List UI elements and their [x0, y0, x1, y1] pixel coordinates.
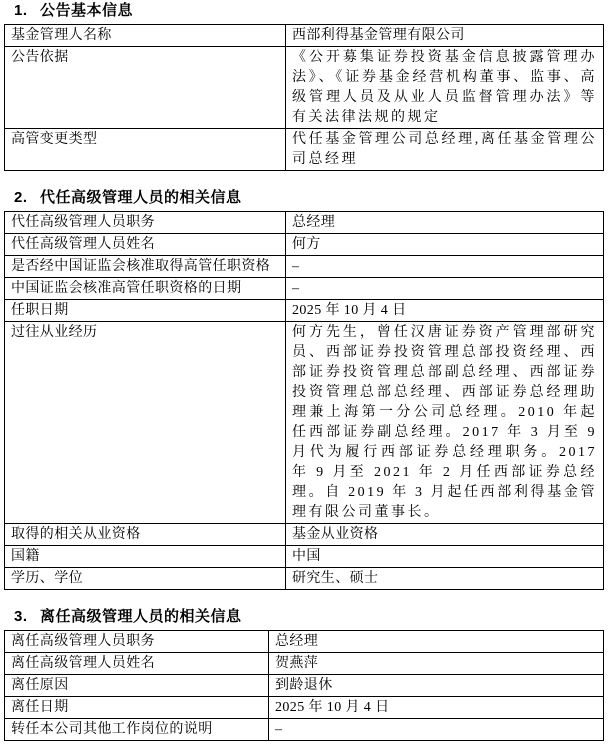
row-value-appointment-date: 2025 年 10 月 4 日 — [286, 300, 604, 322]
table-row — [5, 322, 604, 524]
table-row — [5, 568, 604, 590]
table-row — [5, 234, 604, 256]
table-row — [5, 697, 604, 719]
row-value-transfer-note: – — [269, 719, 604, 741]
row-value-departing-position: 总经理 — [269, 631, 604, 653]
section-departing-executive-info — [0, 609, 610, 741]
table-row — [5, 47, 604, 129]
row-value-fund-manager: 西部利得基金管理有限公司 — [286, 25, 604, 47]
section-1-number: 1. — [14, 2, 28, 19]
table-row — [5, 278, 604, 300]
row-label-acting-position: 代任高级管理人员职务 — [5, 212, 286, 234]
section-basic-info — [0, 3, 610, 171]
row-label-fund-manager: 基金管理人名称 — [5, 25, 286, 47]
row-value-acting-position: 总经理 — [286, 212, 604, 234]
table-row — [5, 546, 604, 568]
row-label-past-experience: 过往从业经历 — [5, 322, 286, 524]
row-label-transfer-note: 转任本公司其他工作岗位的说明 — [5, 719, 269, 741]
table-row — [5, 25, 604, 47]
table-row — [5, 256, 604, 278]
row-value-change-type: 代任基金管理公司总经理,离任基金管理公司总经理 — [286, 129, 604, 171]
row-label-departure-date: 离任日期 — [5, 697, 269, 719]
table-row — [5, 129, 604, 171]
departing-executive-table — [4, 630, 604, 741]
section-3-number: 3. — [14, 608, 28, 625]
row-label-csrc-approval-date: 中国证监会核准高管任职资格的日期 — [5, 278, 286, 300]
row-value-csrc-approval: – — [286, 256, 604, 278]
row-label-change-type: 高管变更类型 — [5, 129, 286, 171]
table-row — [5, 212, 604, 234]
basic-info-table — [4, 24, 604, 171]
table-row — [5, 524, 604, 546]
row-value-departing-name: 贺燕萍 — [269, 653, 604, 675]
row-label-appointment-date: 任职日期 — [5, 300, 286, 322]
row-value-past-experience: 何方先生，曾任汉唐证券资产管理部研究员、西部证券投资管理总部投资经理、西部证券投资管理总部副总经理、西部证券投资管理总部总经理、西部证券总经理助理兼上海第一分公司总经理。2010 年起任西部证券副总经理。2017 年 3 月至 9 月代为履行西部证券总经理职务。2017 年 9 月至 2021 年 2 月任西部证券总经理。自 2019 年 3 月起任西部利得基金管理有限公司董事长。 — [286, 322, 604, 524]
section-acting-executive-info — [0, 190, 610, 590]
row-value-csrc-approval-date: – — [286, 278, 604, 300]
row-value-nationality: 中国 — [286, 546, 604, 568]
section-3-title: 离任高级管理人员的相关信息 — [40, 608, 242, 625]
section-2-heading — [14, 190, 610, 206]
row-label-education: 学历、学位 — [5, 568, 286, 590]
section-3-heading — [14, 609, 610, 625]
row-value-departure-date: 2025 年 10 月 4 日 — [269, 697, 604, 719]
row-label-departure-reason: 离任原因 — [5, 675, 269, 697]
section-2-title: 代任高级管理人员的相关信息 — [40, 189, 242, 206]
section-2-number: 2. — [14, 189, 28, 206]
table-row — [5, 300, 604, 322]
row-label-announcement-basis: 公告依据 — [5, 47, 286, 129]
section-1-heading — [14, 3, 610, 19]
row-label-nationality: 国籍 — [5, 546, 286, 568]
row-value-announcement-basis: 《公开募集证券投资基金信息披露管理办法》、《证券基金经营机构董事、监事、高级管理人员及从业人员监督管理办法》等有关法律法规的规定 — [286, 47, 604, 129]
row-value-acting-name: 何方 — [286, 234, 604, 256]
table-row — [5, 719, 604, 741]
row-label-csrc-approval: 是否经中国证监会核准取得高管任职资格 — [5, 256, 286, 278]
row-value-departure-reason: 到龄退休 — [269, 675, 604, 697]
row-label-acting-name: 代任高级管理人员姓名 — [5, 234, 286, 256]
row-value-education: 研究生、硕士 — [286, 568, 604, 590]
table-row — [5, 653, 604, 675]
section-1-title: 公告基本信息 — [40, 2, 134, 19]
table-row — [5, 675, 604, 697]
row-label-departing-name: 离任高级管理人员姓名 — [5, 653, 269, 675]
table-row — [5, 631, 604, 653]
acting-executive-table — [4, 211, 604, 590]
row-label-qualifications: 取得的相关从业资格 — [5, 524, 286, 546]
row-value-qualifications: 基金从业资格 — [286, 524, 604, 546]
row-label-departing-position: 离任高级管理人员职务 — [5, 631, 269, 653]
